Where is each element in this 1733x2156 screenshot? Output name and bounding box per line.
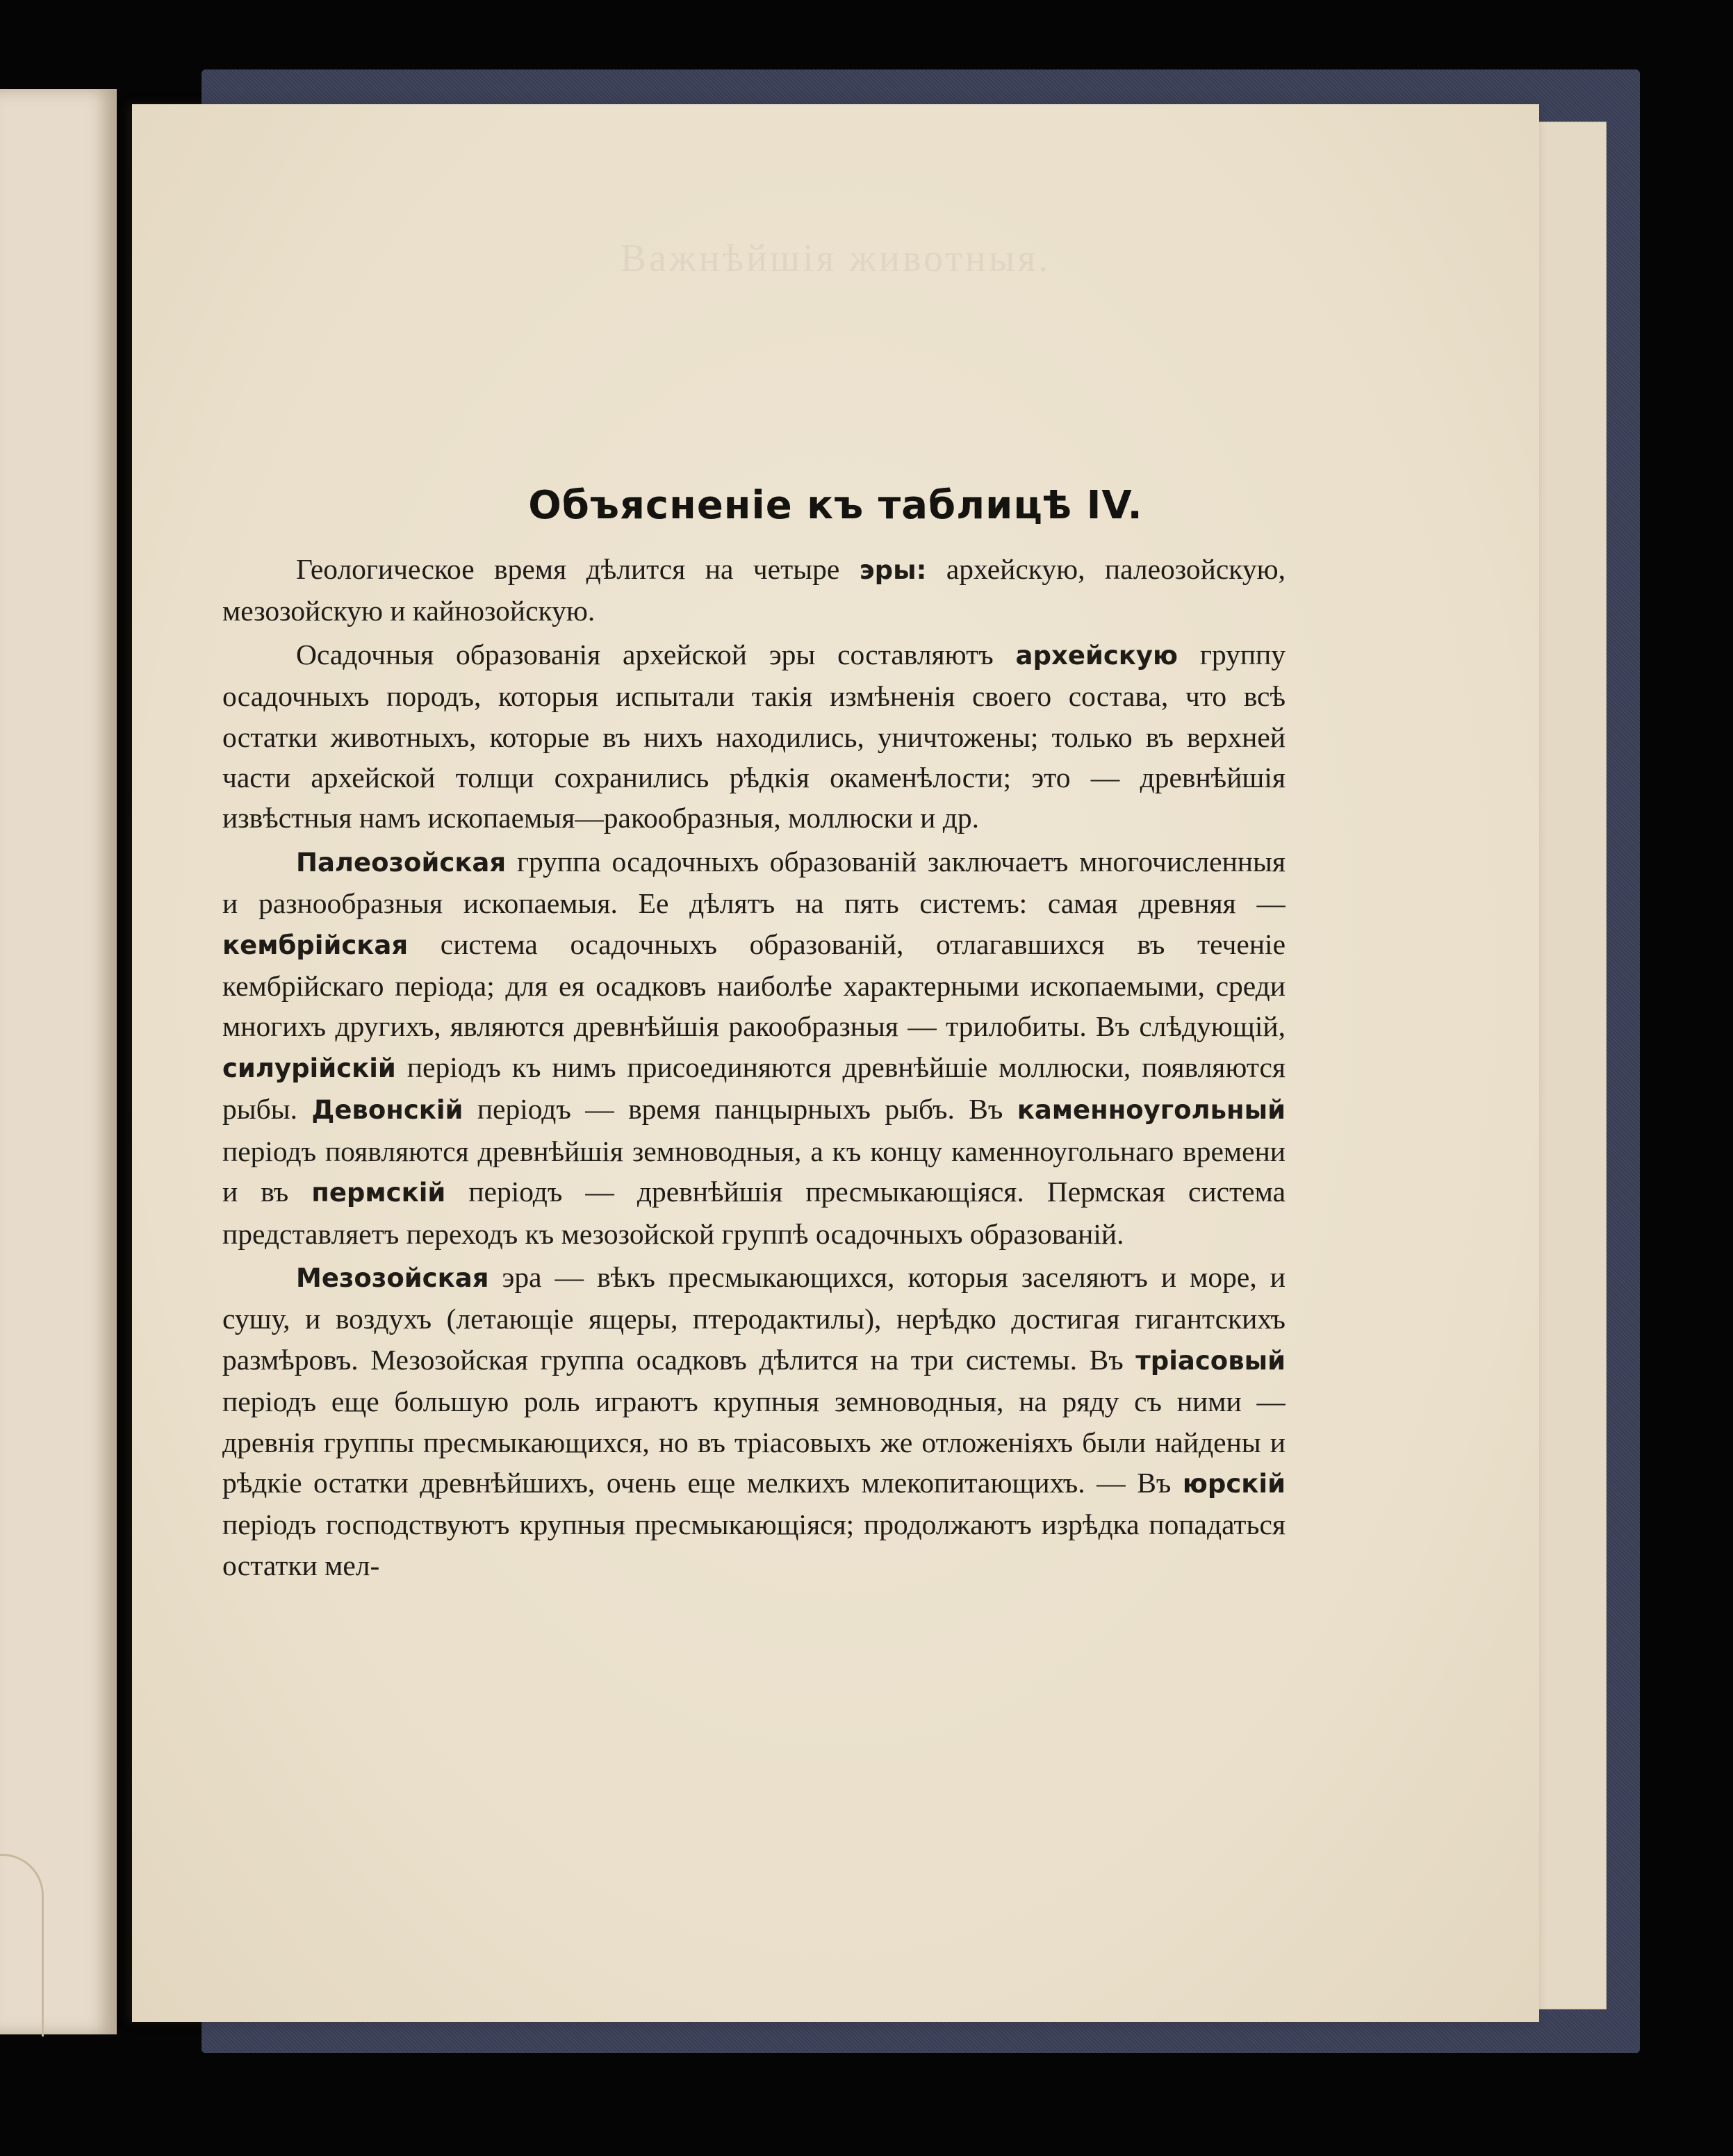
facing-page — [0, 89, 117, 2034]
text-run: періодъ господствуютъ крупныя пресмыкающіяся; продолжаютъ изрѣдка попадаться остатки мел- — [222, 1508, 1286, 1581]
bold-term: Мезозойская — [296, 1262, 489, 1293]
text-run: архейскую, палеозойскую, мезозойскую и кайнозойскую. — [222, 553, 1286, 627]
text-run: эра — вѣкъ пресмыкающихся, которыя заселяютъ и море, и сушу, и воздухъ (летающіе ящеры, птеродактилы), нерѣдко достигая гигантскихъ размѣровъ. Мезозойская группа осадковъ дѣлится на три системы. Въ — [222, 1260, 1286, 1376]
body-text — [222, 549, 1286, 2008]
page-fold — [0, 1854, 44, 2036]
bold-term: пермскій — [311, 1178, 446, 1208]
text-run: Осадочныя образованія архейской эры составляютъ — [296, 638, 1016, 670]
bold-term: тріасовый — [1135, 1345, 1286, 1376]
book-page — [132, 104, 1539, 2022]
bold-term: силурійскій — [222, 1053, 396, 1083]
bold-term: эры: — [859, 555, 927, 585]
bold-term: кембрійская — [222, 930, 409, 960]
bold-term: Палеозойская — [296, 847, 507, 878]
bold-term: юрскій — [1182, 1468, 1286, 1499]
text-run: періодъ еще большую роль играютъ крупныя земноводныя, на ряду съ ними — древнія группы пресмыкающихся, но въ тріасовыхъ же отложеніяхъ были найдены и рѣдкіе остатки древнѣйшихъ, очень еще мелкихъ млекопитающихъ. — Въ — [222, 1385, 1286, 1499]
text-run: система осадочныхъ образованій, отлагавшихся въ теченіе кембрійскаго періода; для ея осадковъ наиболѣе характерными ископаемыми, среди многихъ другихъ, являются древнѣйшія ракообразныя — трилобиты. Въ слѣдующій, — [222, 928, 1286, 1043]
text-run: группу осадочныхъ породъ, которыя испытали такія измѣненія своего состава, что всѣ остатки животныхъ, которые въ нихъ находились, уничтожены; только въ верхней части архейской толщи сохранились рѣдкія окаменѣлости; это — древнѣйшія извѣстныя намъ ископаемыя—ракообразныя, моллюски и др. — [222, 638, 1286, 834]
text-run: періодъ — древнѣйшія пресмыкающіяся. Пермская система представляетъ переходъ къ мезозойской группѣ осадочныхъ образованій. — [222, 1176, 1286, 1250]
paragraph-paleozoic — [222, 841, 1286, 1254]
paragraph-eras — [222, 549, 1286, 632]
bold-term: Девонскій — [311, 1095, 463, 1126]
paragraph-mesozoic — [222, 1257, 1286, 1586]
text-run: періодъ появляются древнѣйшія земноводныя, а къ концу каменноугольнаго времени и въ — [222, 1135, 1286, 1208]
text-run: періодъ — время панцырныхъ рыбъ. Въ — [463, 1093, 1017, 1126]
text-run: періодъ къ нимъ присоединяются древнѣйшіе моллюски, появляются рыбы. — [222, 1051, 1286, 1126]
bleed-through-heading: Важнѣйшія животныя. — [620, 237, 1051, 280]
page-title: Объясненіе къ таблицѣ IV. — [528, 483, 1143, 528]
bold-term: каменноугольный — [1017, 1095, 1286, 1126]
text-run: группа осадочныхъ образованій заключаетъ многочисленныя и разнообразныя ископаемыя. Ее дѣлятъ на пять системъ: самая древняя — — [222, 845, 1286, 920]
text-run: Геологическое время дѣлится на четыре — [296, 553, 860, 585]
bold-term: архейскую — [1015, 640, 1178, 670]
paragraph-archean — [222, 634, 1286, 839]
